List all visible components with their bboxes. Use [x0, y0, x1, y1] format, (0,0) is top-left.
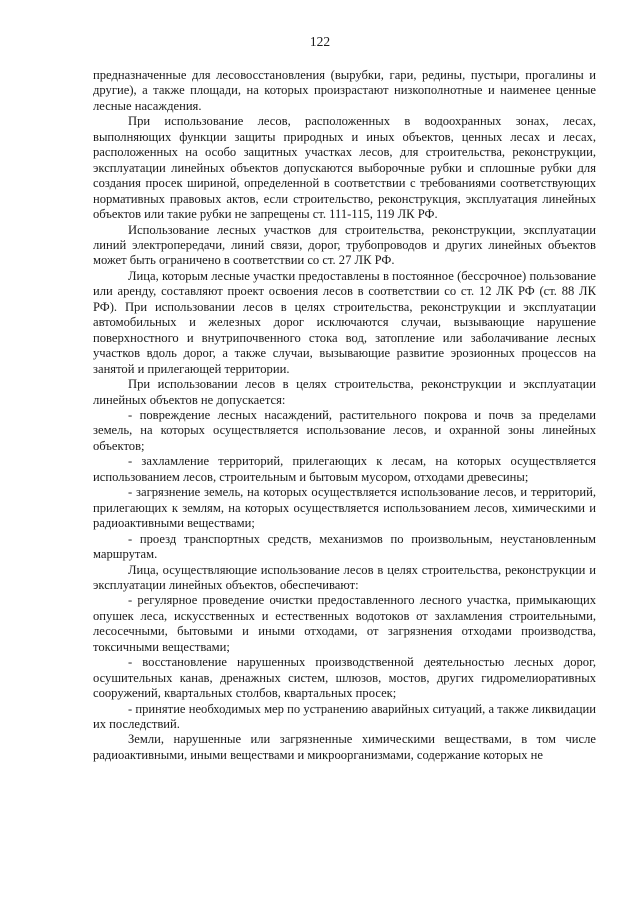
paragraph-continuation: предназначенные для лесовосстановления (вырубки, гари, редины, пустыри, прогалины и другие), а также площади, на которых произрастают низкополнотные и наименее ценные лесные насаждения. — [93, 68, 596, 113]
paragraph: Лица, которым лесные участки предоставлены в постоянное (бессрочное) пользование или аренду, составляют проект освоения лесов в соответствии со ст. 12 ЛК РФ (ст. 88 ЛК РФ). При использовании лесов в целях строительства, реконструкции и эксплуатации автомобильных и железных дорог исключаются случаи, вызывающие нарушение поверхностного и внутрипочвенного стока вод, затопление или заболачивание лесных участков вдоль дорог, а также случаи, вызывающие развитие эрозионных процессов на занятой и прилегающей территории. — [93, 268, 596, 376]
list-item: - захламление территорий, прилегающих к лесам, на которых осуществляется использованием лесов, строительным и бытовым мусором, отходами древесины; — [93, 454, 596, 484]
paragraph: При использование лесов, расположенных в водоохранных зонах, лесах, выполняющих функции защиты природных и иных объектов, ценных лесах и лесах, расположенных на особо защитных участках лесов, для строительства, реконструкции, эксплуатации линейных объектов допускаются выборочные рубки и сплошные рубки для создания просек шириной, определенной в соответствии с требованиями соответствующих нормативных правовых актов, если строительство, реконструкция, эксплуатация линейных объектов или такие рубки не запрещены ст. 111-115, 119 ЛК РФ. — [93, 114, 596, 222]
list-item: - восстановление нарушенных производственной деятельностью лесных дорог, осушительных канав, дренажных систем, шлюзов, мостов, других гидромелиоративных сооружений, квартальных столбов, квартальных просек; — [93, 655, 596, 701]
paragraph: Использование лесных участков для строительства, реконструкции, эксплуатации линий электропередачи, линий связи, дорог, трубопроводов и других линейных объектов может быть ограничено в соответствии со ст. 27 ЛК РФ. — [93, 222, 596, 268]
list-item: - регулярное проведение очистки предоставленного лесного участка, примыкающих опушек леса, искусственных и естественных водотоков от захламления строительными, лесосечными, бытовыми и иными отходами, от загрязнения отходами производства, токсичными веществами; — [93, 593, 596, 654]
list-item: - повреждение лесных насаждений, растительного покрова и почв за пределами земель, на которых осуществляется использование лесов, и охранной зоны линейных объектов; — [93, 407, 596, 453]
list-item: - проезд транспортных средств, механизмов по произвольным, неустановленным маршрутам. — [93, 531, 596, 562]
paragraph: Земли, нарушенные или загрязненные химическими веществами, в том числе радиоактивными, иными веществами и микроорганизмами, содержание которых не — [93, 732, 596, 762]
body-text — [93, 68, 596, 763]
paragraph: При использовании лесов в целях строительства, реконструкции и эксплуатации линейных объектов не допускается: — [93, 377, 596, 407]
list-item: - принятие необходимых мер по устранению аварийных ситуаций, а также ликвидации их последствий. — [93, 701, 596, 732]
paragraph: Лица, осуществляющие использование лесов в целях строительства, реконструкции и эксплуатации линейных объектов, обеспечивают: — [93, 562, 596, 592]
page-number: 122 — [309, 34, 331, 49]
list-item: - загрязнение земель, на которых осуществляется использование лесов, и территорий, прилегающих к землям, на которых осуществляется использованием лесов, химическими и радиоактивными веществами; — [93, 485, 596, 531]
